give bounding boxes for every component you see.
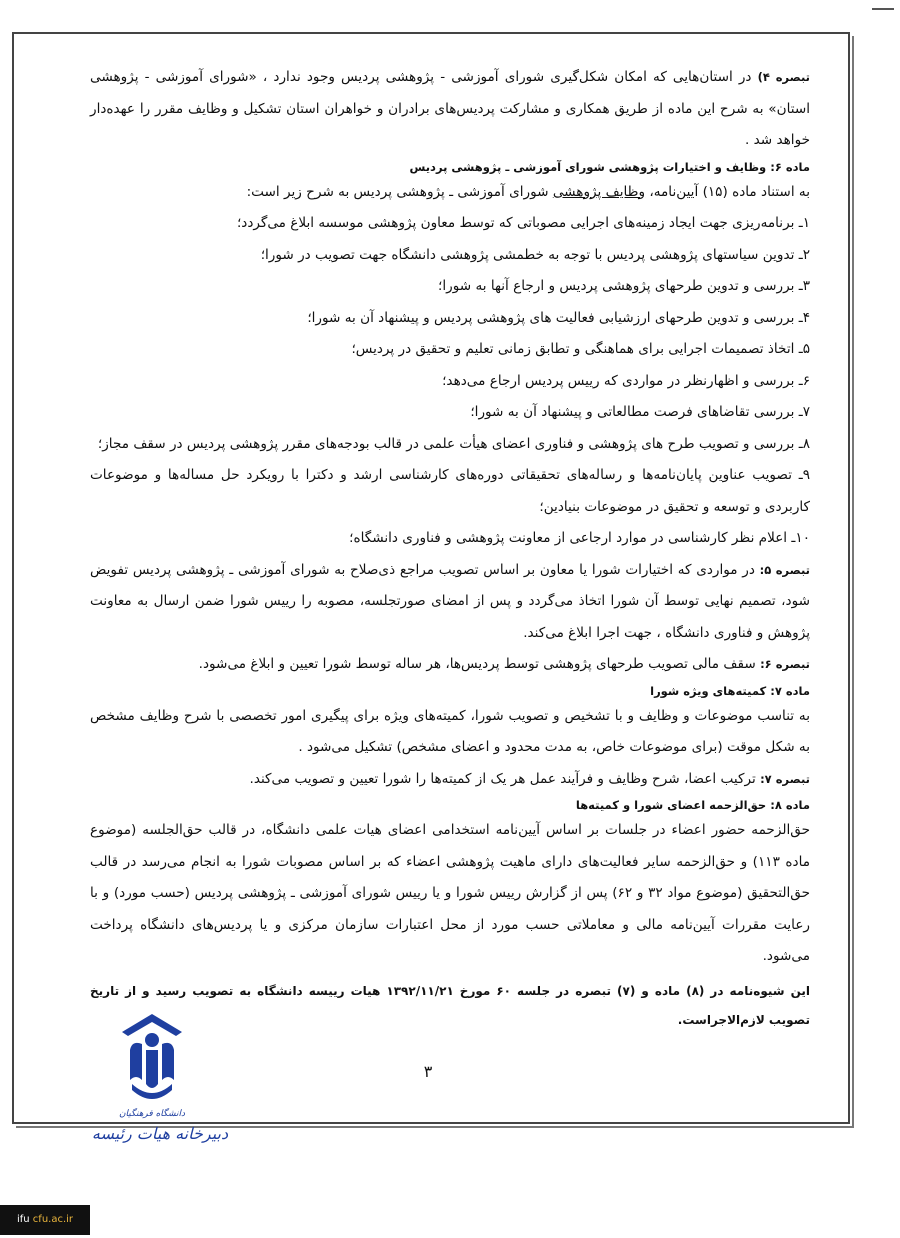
note-7-label: تبصره ۷:: [760, 771, 810, 786]
note-5: [90, 555, 810, 650]
article-6-item: ۹ـ تصویب عناوین پایان‌نامه‌ها و رساله‌های تحقیقاتی دوره‌های کارشناسی ارشد و دکترا با رویکرد حل مساله‌ها و موضوعات کاربردی و توسعه و تحقیق در موضوعات بنیادین؛: [90, 467, 810, 515]
page-number: ۳: [423, 1062, 433, 1081]
article-8-text: حق‌الزحمه حضور اعضاء در جلسات بر اساس آیین‌نامه استخدامی اعضای هیات علمی دانشگاه، در قالب حق‌الجلسه (موضوع ماده ۱۱۳) و حق‌الزحمه سایر فعالیت‌های دارای ماهیت پژوهشی اعضاء که بر اساس مصوبات شورا به انجام می‌رسد در قالب حق‌التحقیق (موضوع مواد ۳۲ و ۶۲) پس از گزارش رییس شورا و یا رییس شورای آموزشی ـ پژوهشی پردیس (حسب مورد) و با رعایت مقررات آیین‌نامه مالی و معاملاتی حسب مورد از محل اعتبارات سازمان مرکزی و یا پردیس‌های دانشگاه پرداخت می‌شود.: [90, 822, 810, 964]
note-5-text: در مواردی که اختیارات شورا یا معاون بر اساس تصویب مراجع ذی‌صلاح به شورای آموزشی ـ پژوهشی پردیس تفویض شود، تصمیم نهایی توسط آن شورا اتخاذ می‌گردد و پس از امضای صورتجلسه، مصوبه را رییس شورا ضمن ارسال به معاونت پژوهش و فناوری دانشگاه ، جهت اجرا ابلاغ می‌کند.: [90, 561, 810, 641]
document-body: [90, 62, 810, 1035]
article-6-heading: ماده ۶: وظایف و اختیارات پژوهشی شورای آموزشی ـ پژوهشی پردیس: [409, 159, 810, 174]
article-6-intro-underlined: وظایف پژوهشی: [552, 183, 646, 200]
note-6-text: سقف مالی تصویب طرحهای پژوهشی توسط پردیس‌ها، هر ساله توسط شورا تعیین و ابلاغ می‌شود.: [198, 656, 761, 672]
article-7-heading: ماده ۷: کمیته‌های ویژه شورا: [650, 683, 810, 698]
corner-mark: [872, 8, 894, 10]
article-6-item: ۳ـ بررسی و تدوین طرحهای پژوهشی پردیس و ارجاع آنها به شورا؛: [438, 278, 810, 294]
article-8-heading: ماده ۸: حق‌الزحمه اعضای شورا و کمیته‌ها: [575, 798, 810, 812]
note-7: [90, 764, 810, 796]
article-6-intro-end: شورای آموزشی ـ پژوهشی پردیس به شرح زیر است:: [246, 183, 553, 200]
article-6-item: ۶ـ بررسی و اظهارنظر در مواردی که رییس پردیس ارجاع می‌دهد؛: [442, 372, 810, 389]
footer-prefix: ifu: [16, 1214, 30, 1225]
farhangian-university-logo-icon: [112, 1010, 192, 1120]
note-6: [90, 649, 810, 681]
logo-caption: دانشگاه فرهنگیان: [118, 1109, 186, 1119]
note-5-label: تبصره ۵:: [759, 562, 811, 577]
note-4-text: در استان‌هایی که امکان شکل‌گیری شورای آموزشی - پژوهشی پردیس وجود ندارد ، «شورای آموزشی - پژوهشی استان» به شرح این ماده از طریق همکاری و مشارکت پردیس‌های برادران و خواهران استان تشکیل و وظایف مقرر را عهده‌دار خواهد شد .: [90, 69, 810, 148]
article-6-item: ۴ـ بررسی و تدوین طرحهای ارزشیابی فعالیت های پژوهشی پردیس و پیشنهاد آن به شورا؛: [307, 309, 810, 326]
article-6-item: ۲ـ تدوین سیاستهای پژوهشی پردیس با توجه به خطمشی پژوهشی دانشگاه جهت تصویب در شورا؛: [260, 246, 810, 263]
approval-statement: این شیوه‌نامه در (۸) ماده و (۷) تبصره در جلسه ۶۰ مورخ ۱۳۹۲/۱۱/۲۱ هیات رییسه دانشگاه به تصویب رسید و از تاریخ تصویب لازم‌الاجراست.: [90, 983, 811, 1027]
article-6-item: ۸ـ بررسی و تصویب طرح های پژوهشی و فناوری اعضای هیأت علمی در قالب بودجه‌های مقرر پژوهشی پردیس در سقف مجاز؛: [97, 435, 810, 452]
article-6-item: ۵ـ اتخاذ تصمیمات اجرایی برای هماهنگی و تطابق زمانی تعلیم و تحقیق در پردیس؛: [351, 341, 810, 357]
note-4-label: تبصره ۴): [757, 70, 810, 84]
article-6-item: ۱ـ برنامه‌ریزی جهت ایجاد زمینه‌های اجرایی مصوباتی که توسط معاون پژوهشی موسسه ابلاغ می‌گردد؛: [236, 215, 810, 231]
article-6-item: ۱۰ـ اعلام نظر کارشناسی در موارد ارجاعی از معاونت پژوهشی و فناوری دانشگاه؛: [349, 530, 810, 546]
article-7-text: به تناسب موضوعات و وظایف و با تشخیص و تصویب شورا، کمیته‌های ویژه برای پیگیری امور تخصصی با شرح وظایف مشخص به شکل موقت (برای موضوعات خاص، به مدت محدود و اعضای مشخص) تشکیل می‌شود .: [90, 707, 810, 755]
footer-site-tag[interactable]: [0, 1205, 90, 1235]
article-6-item: ۷ـ بررسی تقاضاهای فرصت مطالعاتی و پیشنهاد آن به شورا؛: [470, 404, 810, 420]
note-7-text: ترکیب اعضا، شرح وظایف و فرآیند عمل هر یک از کمیته‌ها را شورا تعیین و تصویب می‌کند.: [249, 770, 761, 787]
article-6-intro: [90, 177, 810, 209]
note-4: [90, 62, 810, 157]
logo-graphic: [112, 1010, 192, 1120]
note-6-label: تبصره ۶:: [760, 657, 810, 671]
secretariat-signature: دبیرخانه هیات رئیسه: [91, 1124, 229, 1143]
article-6-intro-start: به استناد ماده (۱۵) آیین‌نامه،: [645, 183, 810, 200]
footer-site: cfu.ac.ir: [32, 1214, 74, 1225]
